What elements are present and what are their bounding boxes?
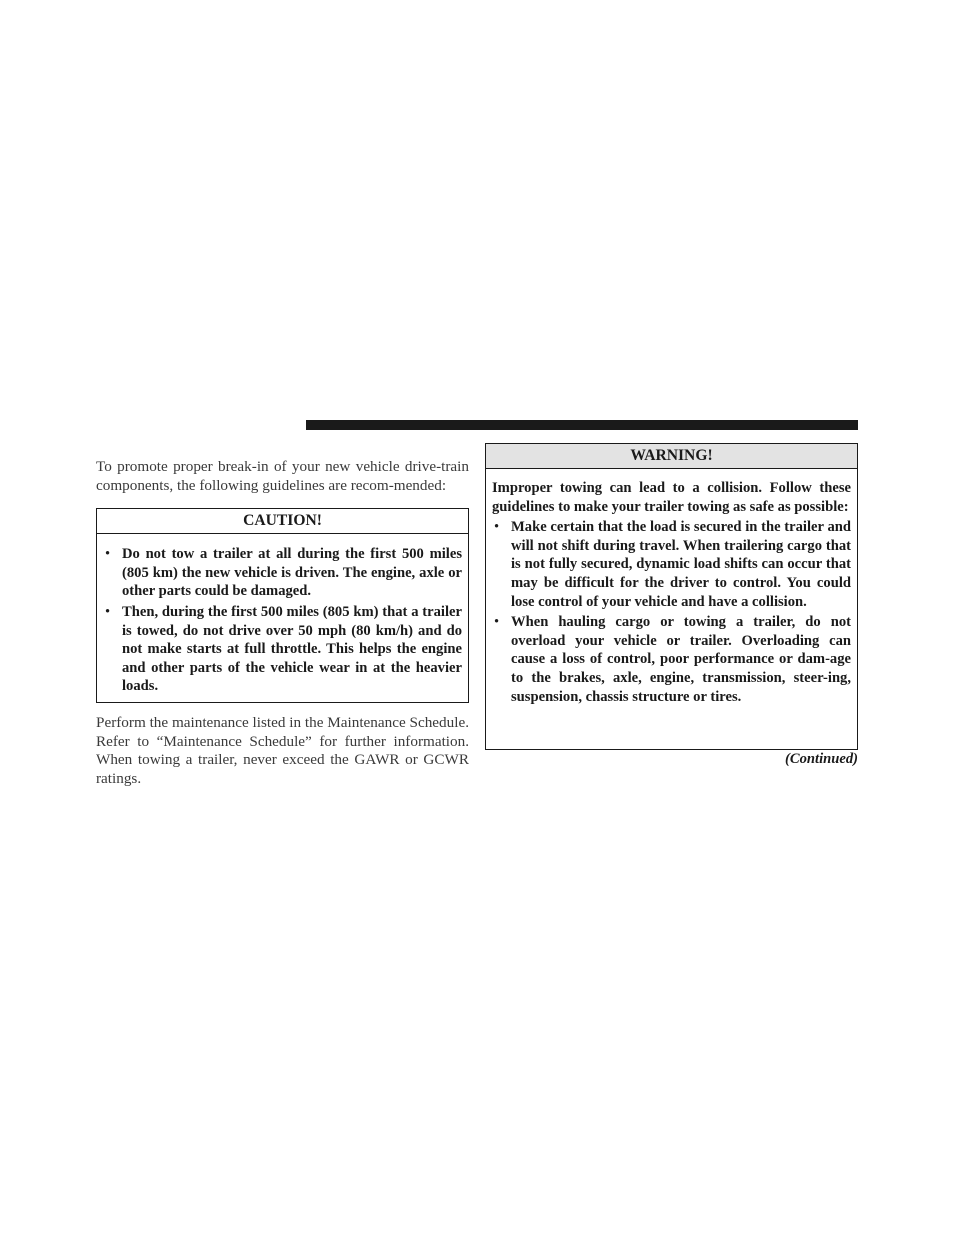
caution-item (103, 545, 462, 601)
bullet-icon: • (105, 546, 111, 563)
warning-intro: Improper towing can lead to a collision. Follow these guidelines to make your trailer towing as safe as possible: (492, 480, 851, 515)
warning-item-text: Make certain that the load is secured in the trailer and will not shift during travel. When trailering cargo that is not fully secured, dynamic load shifts can occur that may be difficult for the driver to control. You could lose control of your vehicle and have a collision. (511, 519, 851, 610)
caution-item-text: Then, during the first 500 miles (805 km) that a trailer is towed, do not drive over 50 mph (80 km/h) and do not make starts at full throttle. This helps the engine and other parts of the vehicle wear in at the heavier loads. (122, 603, 462, 695)
caution-box (96, 508, 469, 703)
caution-item (103, 603, 462, 696)
warning-item (492, 518, 851, 611)
warning-box (485, 443, 858, 750)
warning-list (492, 518, 851, 706)
continued-label: (Continued) (785, 751, 858, 767)
caution-body (97, 534, 468, 696)
warning-item (492, 613, 851, 706)
section-header-rule (306, 420, 858, 430)
left-column (96, 458, 469, 789)
caution-list (103, 545, 462, 696)
warning-item-text: When hauling cargo or towing a trailer, do not overload your vehicle or trailer. Overloading can cause a loss of control, poor performance or dam-age to the brakes, axle, engine, transmission, steer-ing, suspension, chassis structure or tires. (511, 614, 851, 705)
bullet-icon: • (105, 603, 111, 620)
bullet-icon: • (494, 519, 500, 536)
warning-body (486, 469, 857, 706)
right-column (485, 443, 858, 768)
caution-title: CAUTION! (97, 509, 468, 534)
bullet-icon: • (494, 614, 500, 631)
maintenance-paragraph: Perform the maintenance listed in the Maintenance Schedule. Refer to “Maintenance Schedule” for further information. When towing a trailer, never exceed the GAWR or GCWR ratings. (96, 714, 469, 787)
warning-title: WARNING! (486, 444, 857, 469)
intro-paragraph: To promote proper break-in of your new vehicle drive-train components, the following guidelines are recom-mended: (96, 458, 469, 494)
caution-item-text: Do not tow a trailer at all during the first 500 miles (805 km) the new vehicle is driven. The engine, axle or other parts could be damaged. (122, 546, 462, 600)
